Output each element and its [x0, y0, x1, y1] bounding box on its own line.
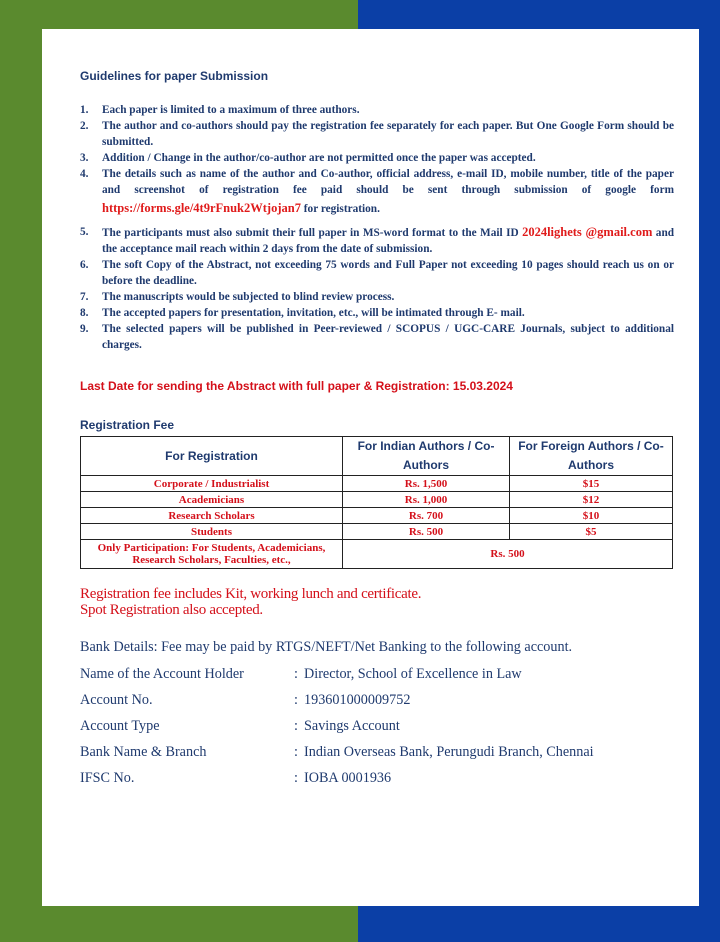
column-header: For Indian Authors / Co-Authors: [343, 437, 510, 476]
column-header: For Registration: [81, 437, 343, 476]
column-header: For Foreign Authors / Co-Authors: [510, 437, 673, 476]
indian-fee-cell: Rs. 700: [343, 508, 510, 524]
category-cell: Academicians: [81, 492, 343, 508]
category-cell: Corporate / Industrialist: [81, 476, 343, 492]
guideline-item: 1. Each paper is limited to a maximum of three authors.: [80, 104, 360, 116]
foreign-fee-cell: $5: [510, 524, 673, 540]
indian-fee-cell: Rs. 1,500: [343, 476, 510, 492]
registration-note: Registration fee includes Kit, working lunch and certificate. Spot Registration also accepted.: [80, 586, 422, 618]
foreign-fee-cell: $10: [510, 508, 673, 524]
guideline-item: 7. The manuscripts would be subjected to blind review process.: [80, 291, 395, 303]
guidelines-heading: Guidelines for paper Submission: [80, 69, 269, 83]
table-row: [81, 540, 673, 569]
guideline-item: 4. The details such as name of the author and Co-author, official address, e-mail ID, mobile number, title of the paper and screenshot of registration fee paid should be sent through submission of google form https://forms.gle/4t9rFnuk2Wtjojan7 for registration.: [80, 168, 674, 215]
indian-fee-cell: Rs. 1,000: [343, 492, 510, 508]
registration-fee-heading: Registration Fee: [80, 418, 175, 432]
table-header-row: [81, 437, 673, 476]
table-row: [81, 492, 673, 508]
guideline-item: 3. Addition / Change in the author/co-author are not permitted once the paper was accepted.: [80, 152, 536, 164]
guideline-item: 5. The participants must also submit their full paper in MS-word format to the Mail ID 2024lighets @gmail.com and the acceptance mail reach within 2 days from the date of submission.: [80, 225, 675, 255]
guidelines-list: [80, 102, 674, 353]
guideline-item: 6. The soft Copy of the Abstract, not exceeding 75 words and Full Paper not exceeding 10 pages should reach us on or before the deadline.: [80, 259, 674, 287]
google-form-link[interactable]: https://forms.gle/4t9rFnuk2Wtjojan7: [102, 201, 301, 215]
table-row: [81, 524, 673, 540]
guideline-item: 9. The selected papers will be published in Peer-reviewed / SCOPUS / UGC-CARE Journals, subject to additional charges.: [80, 323, 674, 351]
indian-fee-cell: Rs. 500: [343, 524, 510, 540]
category-cell: Only Participation: For Students, Academicians, Research Scholars, Faculties, etc.,: [81, 540, 343, 569]
foreign-fee-cell: $12: [510, 492, 673, 508]
category-cell: Students: [81, 524, 343, 540]
bank-details-intro: Bank Details: Fee may be paid by RTGS/NEFT/Net Banking to the following account.: [80, 639, 573, 655]
registration-fee-table: [80, 436, 673, 569]
guideline-item: 2. The author and co-authors should pay the registration fee separately for each paper. But One Google Form should be submitted.: [80, 120, 674, 148]
submission-email-link[interactable]: 2024lighets @gmail.com: [522, 225, 653, 239]
document-page: Guidelines for paper Submission 1. Each paper is limited to a maximum of three authors. 2. The author and co-authors should pay the registration fee separately for each paper. But One Google Form should be submitted. 3. Addition / Change in the author/co-author are not permitted once the paper was accepted. 4. The details such as name of the author and Co-author, official address, e-mail ID, mobile number, title of the paper and screenshot of registration fee paid should be sent through submission of google form https://forms.gle/4t9rFnuk2Wtjojan7 for registration. 5. The participants must also submit their full paper in MS-word format to the Mail ID 2024lighets @gmail.com and the acceptance mail reach within 2 days from the date of submission. 6. The soft Copy of the Abstract, not exceeding 75 words and Full Paper not exceeding 10 pages should reach us on or before the deadline. 7. The manuscripts would be subjected to blind review process. 8. The accepted papers for presentation, invitation, etc., will be intimated through E- mail. 9. The selected papers will be published in Peer-reviewed / SCOPUS / UGC-CARE Journals, subject to additional charges. Last Date for sending the Abstract with full paper & Registration: 15.03.2024 Registration Fee For Registration For Indian Authors / Co-Authors For Foreign Authors / Co-Authors Corporate / Industrialist Rs. 1,500 $15 Academicians Rs. 1,000 $12 Research Scholars Rs. 700 $10 Students Rs. 500 $5 Only Participation: For Students, Academicians, Research Scholars, Faculties, etc., Rs. 500 Registration fee includes Kit, working lunch and certificate. Spot Registration also accepted. Bank Details: Fee may be paid by RTGS/NEFT/Net Banking to the following account. Name of the Account Holder : Director, School of Excellence in Law Account No. : 193601000009752 Account Type : Savings Account Bank Name & Branch : Indian Overseas Bank, Perungudi Branch, Chennai IFSC No. : IOBA 0001936: [42, 29, 699, 906]
table-row: [81, 508, 673, 524]
deadline-notice: Last Date for sending the Abstract with full paper & Registration: 15.03.2024: [80, 379, 513, 393]
category-cell: Research Scholars: [81, 508, 343, 524]
foreign-fee-cell: $15: [510, 476, 673, 492]
table-row: [81, 476, 673, 492]
guideline-item: 8. The accepted papers for presentation, invitation, etc., will be intimated through E- mail.: [80, 307, 525, 319]
participation-fee-cell: Rs. 500: [343, 540, 673, 569]
